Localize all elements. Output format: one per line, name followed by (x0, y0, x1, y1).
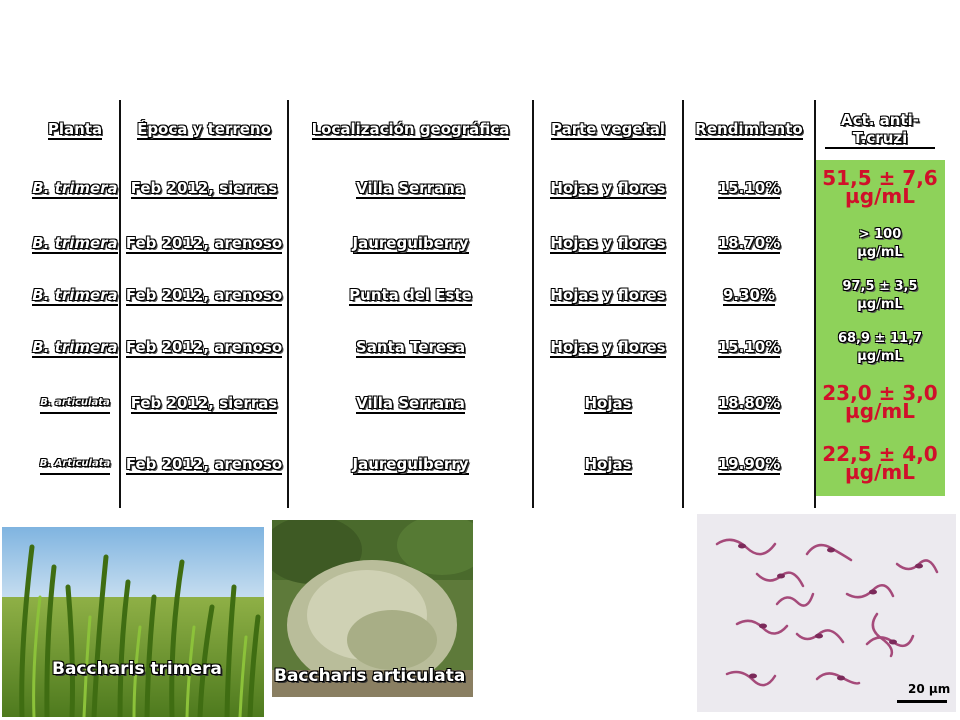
cell-localizacion: Punta del Este (349, 286, 472, 304)
grass-field-image (2, 527, 264, 717)
results-table (30, 100, 945, 496)
table-row (30, 434, 945, 496)
cell-localizacion: Villa Serrana (356, 179, 465, 197)
table-row (30, 270, 945, 322)
cell-epoca: Feb 2012, sierras (130, 179, 278, 197)
table-row (30, 322, 945, 374)
column-divider (532, 100, 534, 508)
cell-localizacion: Jaureguiberry (352, 455, 469, 473)
baccharis-trimera-photo (2, 527, 264, 717)
cell-localizacion: Santa Teresa (355, 338, 466, 356)
cell-planta: B. trimera (32, 179, 118, 197)
cell-epoca: Feb 2012, sierras (130, 394, 278, 412)
trypanosoma-micrograph (697, 514, 956, 712)
articulata-caption: Baccharis articulata (274, 666, 466, 686)
cell-rendimiento: 19.90% (717, 455, 781, 473)
cell-localizacion: Jaureguiberry (352, 234, 469, 252)
trimera-caption: Baccharis trimera (52, 659, 222, 679)
table-header-row (30, 100, 945, 160)
cell-epoca: Feb 2012, arenoso (125, 286, 283, 304)
cell-epoca: Feb 2012, arenoso (125, 234, 283, 252)
cell-rendimiento: 18.70% (717, 234, 781, 252)
cell-planta: B. trimera (32, 286, 118, 304)
column-divider (119, 100, 121, 508)
cell-planta: B. trimera (32, 338, 118, 356)
cell-localizacion: Villa Serrana (356, 394, 465, 412)
table-row (30, 374, 945, 434)
header-parte: Parte vegetal (551, 120, 665, 138)
cell-act: > 100 µg/mL (815, 218, 945, 270)
cell-epoca: Feb 2012, arenoso (125, 338, 283, 356)
cell-rendimiento: 15.10% (717, 179, 781, 197)
header-localizacion: Localización geográfica (311, 120, 510, 138)
header-rendimiento: Rendimiento (695, 120, 803, 138)
cell-act: 22,5 ± 4,0 µg/mL (815, 434, 945, 496)
table-row (30, 160, 945, 218)
cell-planta: B. Articulata (30, 434, 120, 496)
cell-act: 97,5 ± 3,5 µg/mL (815, 270, 945, 322)
header-epoca: Época y terreno (137, 120, 271, 138)
header-act: Act. anti-T.cruzi (815, 100, 945, 160)
cell-act: 68,9 ± 11,7 µg/mL (815, 322, 945, 374)
column-divider (682, 100, 684, 508)
cell-act: 51,5 ± 7,6 µg/mL (815, 160, 945, 218)
column-divider (814, 100, 816, 508)
cell-planta: B. trimera (32, 234, 118, 252)
table-row (30, 218, 945, 270)
cell-epoca: Feb 2012, arenoso (125, 455, 283, 473)
scale-bar-label: 20 µm (908, 682, 951, 696)
cell-rendimiento: 15.10% (717, 338, 781, 356)
baccharis-articulata-photo (272, 520, 473, 697)
cell-parte: Hojas y flores (550, 179, 666, 197)
cell-parte: Hojas y flores (550, 338, 666, 356)
cell-parte: Hojas y flores (550, 234, 666, 252)
cell-rendimiento: 9.30% (722, 286, 776, 304)
column-divider (287, 100, 289, 508)
header-planta: Planta (47, 120, 103, 138)
cell-parte: Hojas (584, 394, 632, 412)
cell-rendimiento: 18.80% (717, 394, 781, 412)
cell-planta: B. articulata (30, 374, 120, 434)
cell-parte: Hojas (584, 455, 632, 473)
cell-act: 23,0 ± 3,0 µg/mL (815, 374, 945, 434)
cell-parte: Hojas y flores (550, 286, 666, 304)
